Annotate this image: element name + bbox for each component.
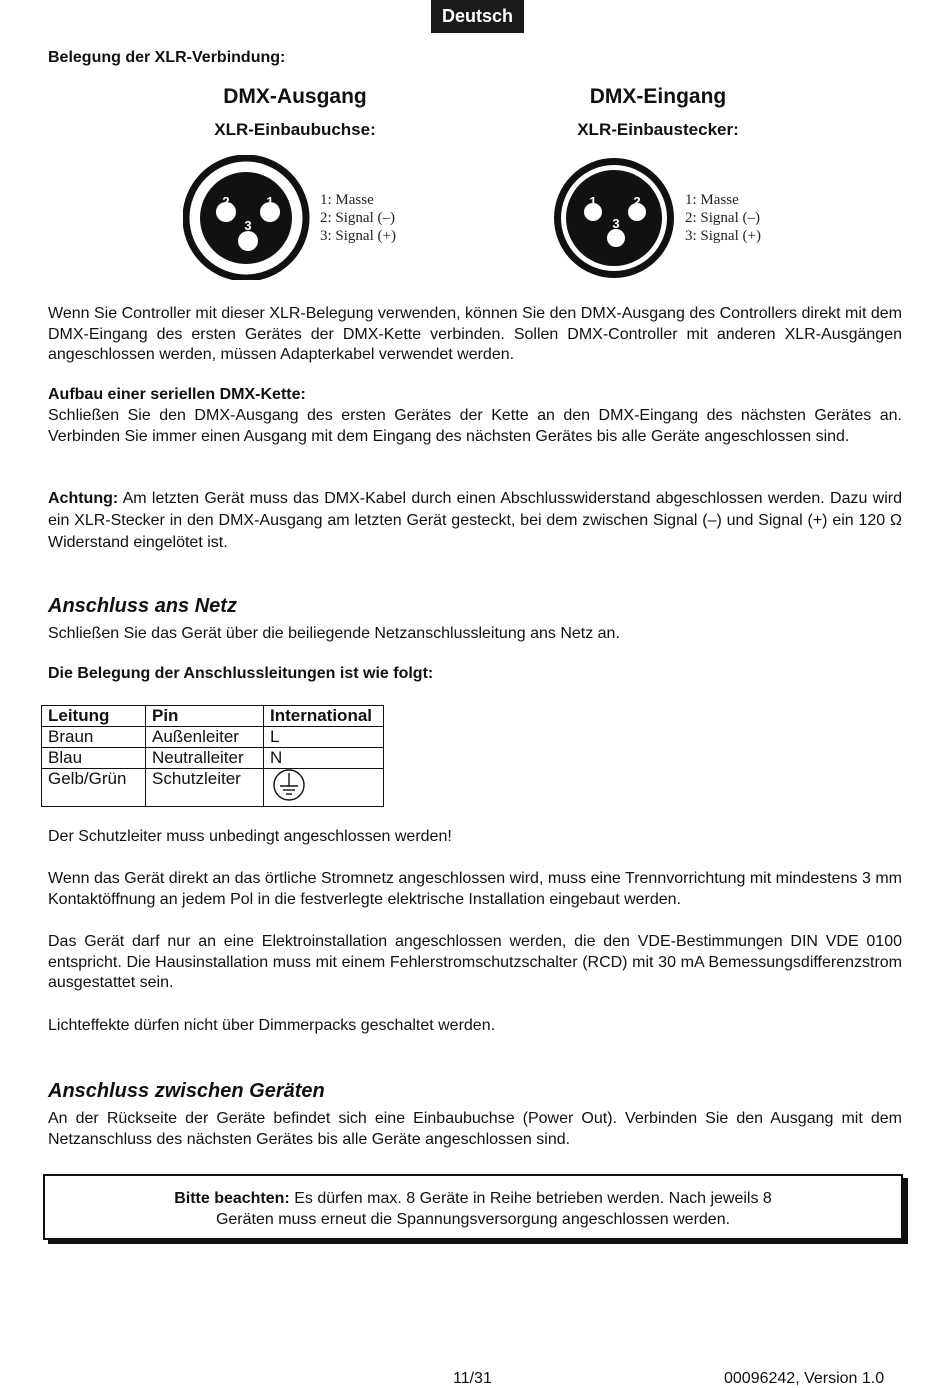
table-header-cell: Leitung: [42, 706, 146, 727]
language-tab: Deutsch: [431, 0, 524, 33]
input-pin-legend: [685, 191, 761, 245]
table-header-cell: International: [264, 706, 384, 727]
ground-required-text: Der Schutzleiter muss unbedingt angeschlossen werden!: [48, 828, 452, 845]
table-cell: Braun: [42, 727, 146, 748]
between-devices-paragraph: An der Rückseite der Geräte befindet sich eine Einbaubuchse (Power Out). Verbinden Sie den Ausgang mit dem Netzanschluss des nächsten Gerätes bis alle Geräte angeschlossen sind.: [48, 1110, 902, 1148]
xlr-plug-male-icon: [551, 155, 681, 280]
table-row: [42, 727, 384, 748]
mains-heading: Anschluss ans Netz: [48, 595, 237, 617]
document-version: 00096242, Version 1.0: [724, 1370, 885, 1387]
dmx-output-subtitle: XLR-Einbaubuchse:: [214, 120, 376, 139]
between-devices-heading: Anschluss zwischen Geräten: [48, 1080, 325, 1102]
note-box: [43, 1174, 903, 1240]
dmx-output-title: DMX-Ausgang: [223, 85, 367, 108]
output-pin-2-label: 2: [222, 194, 230, 209]
connection-table: [41, 705, 384, 807]
table-header-row: [42, 706, 384, 727]
table-cell: Schutzleiter: [146, 769, 264, 807]
table-cell: Außenleiter: [146, 727, 264, 748]
table-cell: N: [264, 748, 384, 769]
attention-paragraph: [48, 488, 902, 554]
note-line1-text: Es dürfen max. 8 Geräte in Reihe betrieben werden. Nach jeweils 8: [294, 1190, 772, 1207]
mains-intro: Schließen Sie das Gerät über die beiliegende Netzanschlussleitung ans Netz an.: [48, 625, 620, 642]
table-cell: Blau: [42, 748, 146, 769]
dimmer-paragraph: Lichteffekte dürfen nicht über Dimmerpacks geschaltet werden.: [48, 1017, 496, 1034]
disconnect-device-paragraph: Wenn das Gerät direkt an das örtliche Stromnetz angeschlossen wird, muss eine Trennvorrichtung mit mindestens 3 mm Kontaktöffnung an jedem Pol in die festverlegte elektrische Installation eingebaut werden.: [48, 870, 902, 908]
output-pin-3-label: 3: [244, 218, 252, 233]
output-pin-1-label: 1: [266, 194, 274, 209]
vde-paragraph: Das Gerät darf nur an eine Elektroinstallation angeschlossen werden, die den VDE-Bestimmungen DIN VDE 0100 entspricht. Die Hausinstallation muss mit einem Fehlerstromschutzschalter (RCD) mit 30 mA Bemessungsdifferenzstrom ausgestattet sein.: [48, 933, 902, 991]
attention-label: Achtung:: [48, 490, 119, 507]
table-row: [42, 748, 384, 769]
page-number: 11/31: [453, 1370, 492, 1387]
output-legend-pin1: 1: Masse: [320, 192, 374, 208]
table-header-cell: Pin: [146, 706, 264, 727]
input-legend-pin3: 3: Signal (+): [685, 228, 761, 244]
table-cell: Gelb/Grün: [42, 769, 146, 807]
dmx-chain-paragraph: Schließen Sie den DMX-Ausgang des ersten Gerätes der Kette an den DMX-Eingang des nächsten Gerätes an. Verbinden Sie immer einen Ausgang mit dem Eingang des nächsten Gerätes bis alle Geräte angeschlossen sind.: [48, 407, 902, 445]
input-pin-1-label: 1: [589, 194, 597, 209]
output-pin-legend: [320, 191, 396, 245]
table-cell-ground: [264, 769, 384, 807]
table-cell: Neutralleiter: [146, 748, 264, 769]
xlr-socket-female-icon: [183, 155, 313, 280]
dmx-input-title: DMX-Eingang: [589, 85, 727, 108]
earth-ground-icon: [270, 769, 308, 801]
table-cell: L: [264, 727, 384, 748]
mains-table-heading: Die Belegung der Anschlussleitungen ist wie folgt:: [48, 665, 434, 682]
note-line-1: [45, 1188, 901, 1209]
dmx-input-subtitle: XLR-Einbaustecker:: [577, 120, 739, 139]
input-pin-3-label: 3: [612, 216, 620, 231]
input-pin-2-label: 2: [633, 194, 641, 209]
note-line-2: Geräten muss erneut die Spannungsversorgung angeschlossen werden.: [215, 1211, 731, 1228]
xlr-paragraph: Wenn Sie Controller mit dieser XLR-Belegung verwenden, können Sie den DMX-Ausgang des Controllers direkt mit dem DMX-Eingang des ersten Gerätes der DMX-Kette verbinden. Sollen DMX-Controller mit anderen XLR-Ausgängen angeschlossen werden, müssen Adapterkabel verwendet werden.: [48, 305, 902, 363]
attention-text: Am letzten Gerät muss das DMX-Kabel durch einen Abschlusswiderstand abgeschlossen werden. Dazu wird ein XLR-Stecker in den DMX-Ausgang am letzten Gerät gesteckt, bei dem zwischen Signal (–) und Signal (+) ein 120 Ω Widerstand eingelötet ist.: [48, 490, 902, 551]
output-legend-pin3: 3: Signal (+): [320, 228, 396, 244]
dmx-chain-heading: Aufbau einer seriellen DMX-Kette:: [48, 386, 306, 403]
input-legend-pin1: 1: Masse: [685, 192, 739, 208]
xlr-heading: Belegung der XLR-Verbindung:: [48, 49, 286, 66]
input-legend-pin2: 2: Signal (–): [685, 210, 760, 226]
output-legend-pin2: 2: Signal (–): [320, 210, 395, 226]
table-row: [42, 769, 384, 807]
note-label: Bitte beachten:: [174, 1190, 290, 1207]
